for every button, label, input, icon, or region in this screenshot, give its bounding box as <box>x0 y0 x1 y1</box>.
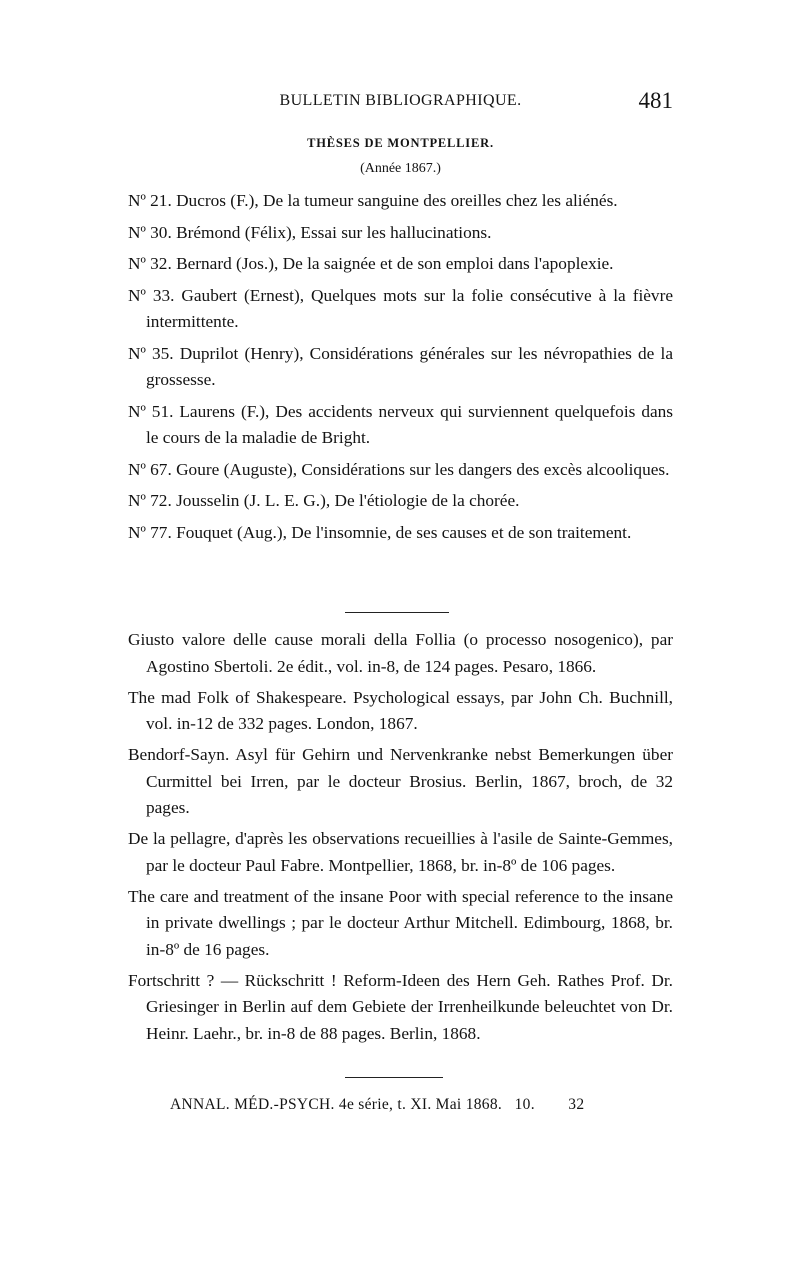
work-entry: Bendorf-Sayn. Asyl für Gehirn und Nervenkranke nebst Bemerkungen über Curmittel bei Irren, par le docteur Brosius. Berlin, 1867, broch, de 32 pages. <box>128 745 673 817</box>
work-entry: De la pellagre, d'après les observations recueillies à l'asile de Sainte-Gemmes, par le docteur Paul Fabre. Montpellier, 1868, br. in-8º de 106 pages. <box>128 829 673 875</box>
thesis-entry: Nº 32. Bernard (Jos.), De la saignée et de son emploi dans l'apoplexie. <box>128 254 614 273</box>
thesis-entry: Nº 21. Ducros (F.), De la tumeur sanguine des oreilles chez les aliénés. <box>128 191 618 210</box>
thesis-entry: Nº 77. Fouquet (Aug.), De l'insomnie, de ses causes et de son traitement. <box>128 522 632 542</box>
thesis-entry: Nº 35. Duprilot (Henry), Considérations générales sur les névropathies de la grossesse. <box>128 343 673 389</box>
thesis-entry: Nº 51. Laurens (F.), Des accidents nerveux qui surviennent quelquefois dans le cours de la maladie de Bright. <box>128 401 673 447</box>
theses-list <box>128 188 673 551</box>
works-list <box>128 627 673 1052</box>
thesis-entry: Nº 30. Brémond (Félix), Essai sur les hallucinations. <box>128 222 492 242</box>
running-head <box>128 88 673 118</box>
page-footer: ANNAL. MÉD.-PSYCH. 4e série, t. XI. Mai 1868. 10. 32 <box>170 1096 585 1113</box>
page-number: 481 <box>638 88 673 113</box>
section-divider <box>345 612 449 613</box>
thesis-entry: Nº 33. Gaubert (Ernest), Quelques mots sur la folie consécutive à la fièvre intermittente. <box>128 285 673 331</box>
work-entry: Giusto valore delle cause morali della Follia (o processo nosogenico), par Agostino Sbertoli. 2e édit., vol. in-8, de 124 pages. Pesaro, 1866. <box>128 630 673 676</box>
end-divider <box>345 1077 443 1078</box>
section-title: THÈSES DE MONTPELLIER. <box>307 136 494 150</box>
thesis-entry: Nº 67. Goure (Auguste), Considérations sur les dangers des excès alcooliques. <box>128 459 670 479</box>
work-entry: The care and treatment of the insane Poor with special reference to the insane in private dwellings ; par le docteur Arthur Mitchell. Edimbourg, 1868, br. in-8º de 16 pages. <box>128 886 673 959</box>
work-entry: Fortschritt ? — Rückschritt ! Reform-Ideen des Hern Geh. Rathes Prof. Dr. Griesinger in Berlin auf dem Gebiete der Irrenheilkunde beleuchtet von Dr. Heinr. Laehr., br. in-8 de 88 pages. Berlin, 1868. <box>128 970 673 1043</box>
running-title: BULLETIN BIBLIOGRAPHIQUE. <box>279 92 522 109</box>
thesis-entry: Nº 72. Jousselin (J. L. E. G.), De l'étiologie de la chorée. <box>128 491 520 510</box>
section-year: (Année 1867.) <box>360 161 441 176</box>
work-entry: The mad Folk of Shakespeare. Psychological essays, par John Ch. Buchnill, vol. in-12 de 332 pages. London, 1867. <box>128 687 673 733</box>
